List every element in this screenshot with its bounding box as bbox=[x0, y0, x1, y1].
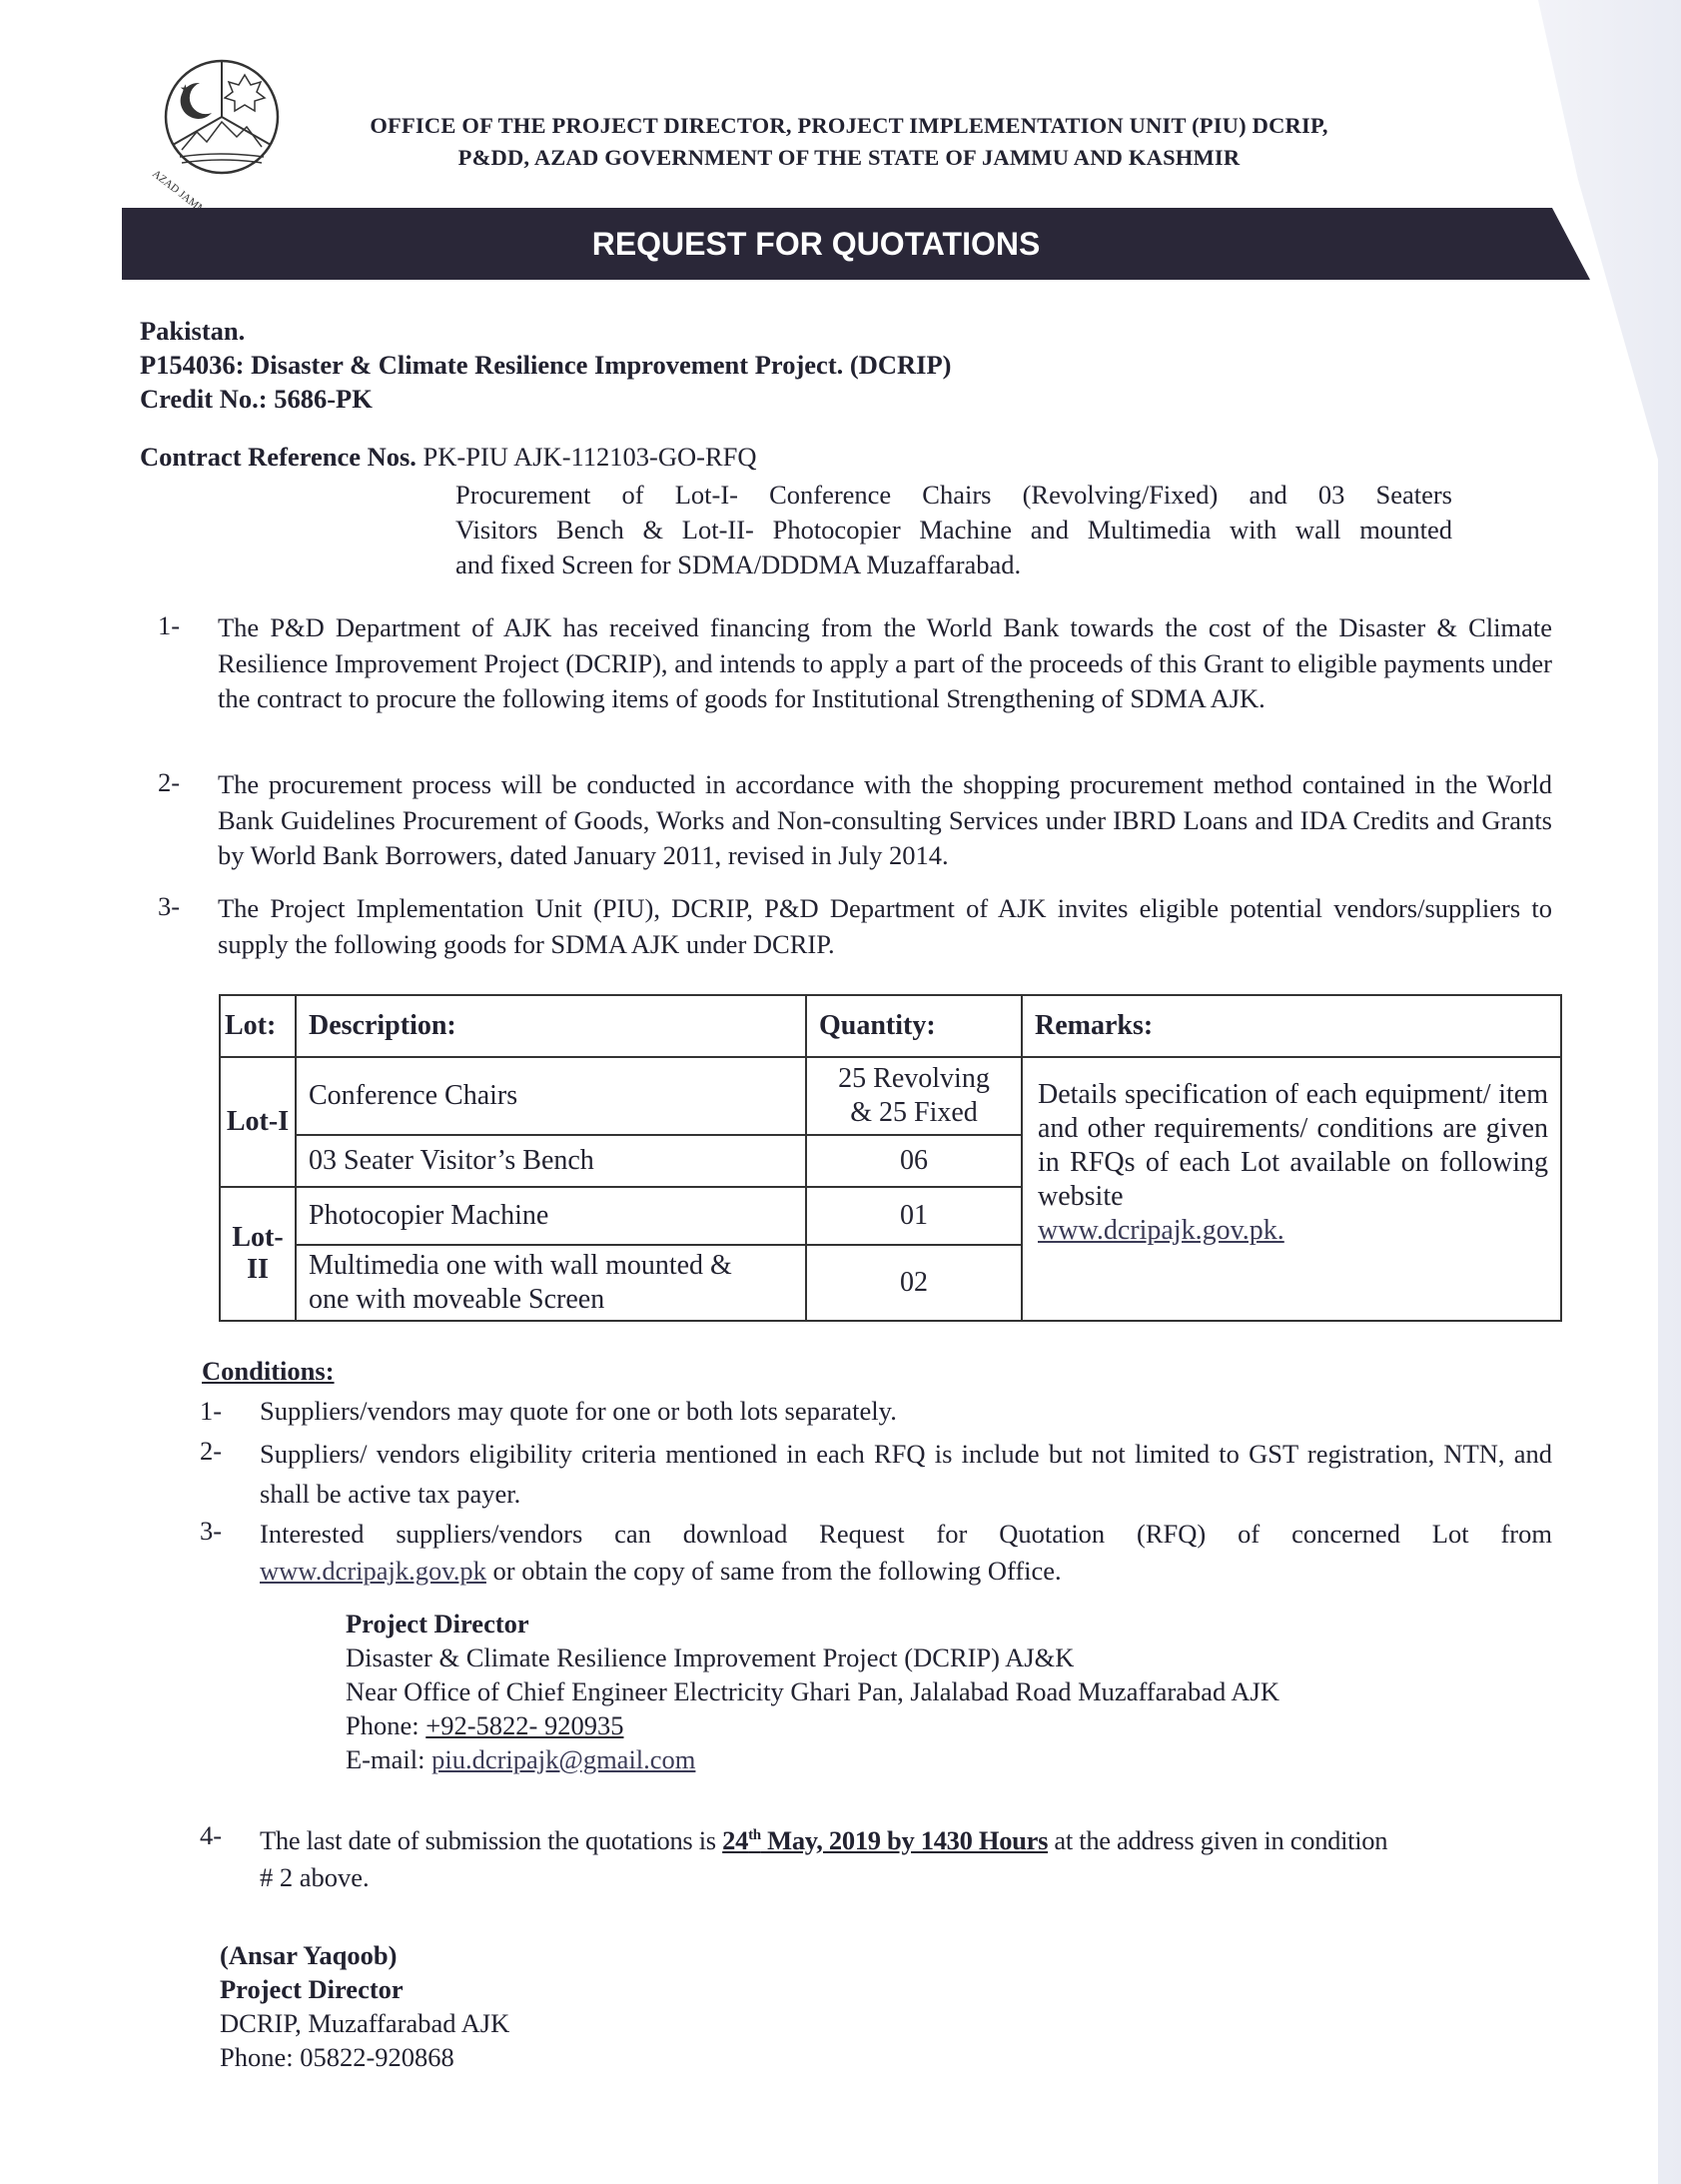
phone-label: Phone: bbox=[346, 1710, 426, 1740]
row-4-description bbox=[296, 1245, 806, 1321]
desc-line-1: Multimedia one with wall mounted & bbox=[309, 1250, 732, 1281]
header-quantity: Quantity: bbox=[806, 995, 1022, 1057]
cond-num-1: 1- bbox=[200, 1396, 223, 1426]
remarks-website-link[interactable]: www.dcripajk.gov.pk. bbox=[1038, 1215, 1284, 1246]
remarks-text: Details specification of each equipment/ item and other requirements/ conditions are given in RFQs of each Lot available on following website bbox=[1038, 1079, 1548, 1212]
cond4-after: at the address given in condition bbox=[1048, 1824, 1388, 1855]
header-line-1: OFFICE OF THE PROJECT DIRECTOR, PROJECT IMPLEMENTATION UNIT (PIU) DCRIP, bbox=[370, 113, 1328, 138]
signatory-org: DCRIP, Muzaffarabad AJK bbox=[220, 2008, 510, 2038]
qty-line-1: 25 Revolving bbox=[838, 1063, 990, 1094]
paragraph-3: The Project Implementation Unit (PIU), DCRIP, P&D Department of AJK invites eligible potential vendors/suppliers to supply the following goods for SDMA AJK under DCRIP. bbox=[218, 893, 1552, 959]
header-remarks: Remarks: bbox=[1022, 995, 1561, 1057]
office-email-line bbox=[346, 1742, 1279, 1776]
condition-2: Suppliers/ vendors eligibility criteria mentioned in each RFQ is include but not limited to GST registration, NTN, and shall be active tax payer. bbox=[260, 1439, 1552, 1509]
signatory-phone: Phone: 05822-920868 bbox=[220, 2042, 454, 2072]
paragraph-1: The P&D Department of AJK has received financing from the World Bank towards the cost of the Disaster & Climate Resilience Improvement Project (DCRIP), and intends to apply a part of the proceeds of this Grant to eligible payments under the contract to procure the following items of goods for Institutional Strengthening of SDMA AJK. bbox=[218, 612, 1552, 713]
row-1-quantity bbox=[806, 1057, 1022, 1135]
contract-ref: PK-PIU AJK-112103-GO-RFQ bbox=[422, 442, 757, 472]
project-title: P154036: Disaster & Climate Resilience Improvement Project. (DCRIP) bbox=[140, 350, 952, 380]
conditions-title: Conditions: bbox=[202, 1356, 335, 1386]
remarks-cell bbox=[1022, 1057, 1561, 1321]
condition-4-line-1 bbox=[260, 1818, 1387, 1857]
paragraph-2: The procurement process will be conducted in accordance with the shopping procurement method contained in the World Bank Guidelines Procurement of Goods, Works and Non-consulting Services under IBRD Loans and IDA Credits and Grants by World Bank Borrowers, dated January 2011, revised in July 2014. bbox=[218, 769, 1552, 870]
row-3-description: Photocopier Machine bbox=[296, 1187, 806, 1245]
signature-block bbox=[220, 1938, 509, 2074]
para-num-2: 2- bbox=[158, 767, 181, 797]
row-4-quantity: 02 bbox=[806, 1245, 1022, 1321]
submission-deadline: 24th May, 2019 by 1430 Hours bbox=[722, 1824, 1049, 1855]
office-line-1: Disaster & Climate Resilience Improvement Project (DCRIP) AJ&K bbox=[346, 1642, 1075, 1672]
lot-2: Lot-II bbox=[220, 1187, 296, 1321]
credit-number: Credit No.: 5686-PK bbox=[140, 384, 373, 414]
email-label: E-mail: bbox=[346, 1744, 432, 1774]
office-phone[interactable]: +92-5822- 920935 bbox=[425, 1710, 624, 1740]
para-num-1: 1- bbox=[158, 610, 181, 640]
condition-3-rest: or obtain the copy of same from the following Office. bbox=[485, 1556, 1062, 1586]
office-email[interactable]: piu.dcripajk@gmail.com bbox=[431, 1744, 696, 1774]
cond-num-3: 3- bbox=[200, 1516, 223, 1546]
condition-1: Suppliers/vendors may quote for one or both lots separately. bbox=[260, 1396, 897, 1426]
qty-line-2: & 25 Fixed bbox=[850, 1097, 978, 1128]
cond4-text: The last date of submission the quotations is bbox=[260, 1824, 723, 1855]
header-description: Description: bbox=[296, 995, 806, 1057]
header-lot: Lot: bbox=[220, 995, 296, 1057]
signatory-name: (Ansar Yaqoob) bbox=[220, 1940, 398, 1970]
office-address bbox=[346, 1607, 1279, 1776]
row-2-description: 03 Seater Visitor’s Bench bbox=[296, 1135, 806, 1187]
condition-3-line-1: Interested suppliers/vendors can download Request for Quotation (RFQ) of concerned Lot from bbox=[260, 1519, 1552, 1549]
condition-3-line-2 bbox=[260, 1554, 1062, 1588]
row-2-quantity: 06 bbox=[806, 1135, 1022, 1187]
procurement-line-1: Procurement of Lot-I- Conference Chairs (Revolving/Fixed) and 03 Seaters bbox=[455, 480, 1452, 510]
header-line-2: P&DD, AZAD GOVERNMENT OF THE STATE OF JAMMU AND KASHMIR bbox=[457, 145, 1241, 170]
lot-1: Lot-I bbox=[220, 1057, 296, 1187]
contract-reference bbox=[140, 440, 757, 474]
office-title: Project Director bbox=[346, 1609, 529, 1638]
procurement-line-2: Visitors Bench & Lot-II- Photocopier Machine and Multimedia with wall mounted bbox=[455, 515, 1452, 545]
ajk-emblem-logo bbox=[140, 55, 310, 195]
condition-4-line-2: # 2 above. bbox=[260, 1862, 370, 1892]
signatory-title: Project Director bbox=[220, 1974, 404, 2004]
cond-num-4: 4- bbox=[200, 1820, 223, 1850]
para-num-3: 3- bbox=[158, 891, 181, 921]
table-header-row bbox=[220, 995, 1561, 1057]
lots-table bbox=[219, 994, 1562, 1322]
office-phone-line bbox=[346, 1708, 1279, 1742]
contract-label: Contract Reference Nos. bbox=[140, 442, 417, 472]
cond-num-2: 2- bbox=[200, 1436, 223, 1466]
office-line-2: Near Office of Chief Engineer Electricity Ghari Pan, Jalalabad Road Muzaffarabad AJK bbox=[346, 1676, 1279, 1706]
website-link[interactable]: www.dcripajk.gov.pk bbox=[260, 1556, 486, 1586]
row-3-quantity: 01 bbox=[806, 1187, 1022, 1245]
table-row bbox=[220, 1057, 1561, 1135]
office-header bbox=[300, 110, 1398, 174]
desc-line-2: one with moveable Screen bbox=[309, 1284, 605, 1315]
svg-text:★: ★ bbox=[180, 82, 191, 96]
procurement-line-3: and fixed Screen for SDMA/DDDMA Muzaffarabad. bbox=[455, 549, 1022, 579]
row-1-description: Conference Chairs bbox=[296, 1057, 806, 1135]
banner-title: REQUEST FOR QUOTATIONS bbox=[591, 226, 1041, 262]
country: Pakistan. bbox=[140, 316, 246, 346]
